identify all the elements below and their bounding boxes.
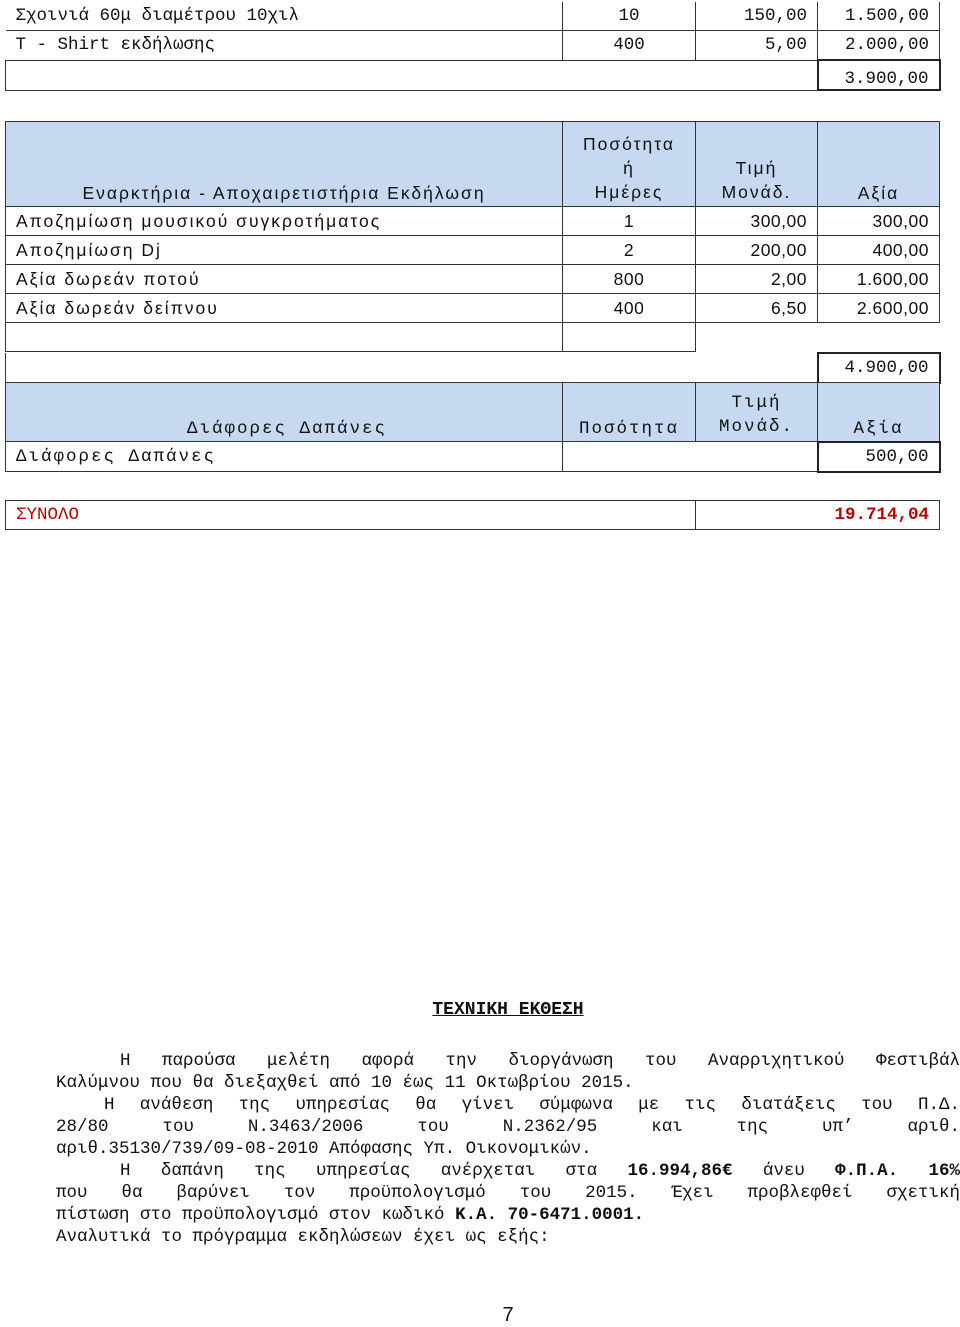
header-price-line1: Τιμή — [731, 393, 782, 413]
row-value: 2.600,00 — [818, 294, 940, 323]
header-unit-price — [696, 383, 818, 442]
spacer — [6, 353, 818, 383]
report-body — [56, 1050, 960, 1248]
header-price-line2: Μονάδ. — [718, 417, 794, 437]
table-row — [6, 2, 940, 31]
table-subtotal-event — [5, 352, 941, 384]
row-value: 1.500,00 — [818, 2, 940, 31]
header-value: Αξία — [818, 383, 940, 442]
row-value: 300,00 — [818, 207, 940, 236]
row-empty — [563, 442, 818, 472]
header-description: Εναρκτήρια - Αποχαιρετιστήρια Εκδήλωση — [6, 122, 563, 207]
row-unit-price: 5,00 — [696, 31, 818, 61]
row-value: 500,00 — [818, 442, 940, 472]
row-description: Αποζημίωση Dj — [6, 236, 563, 265]
row-quantity: 400 — [563, 31, 696, 61]
subtotal-value: 4.900,00 — [818, 353, 940, 383]
row-quantity: 400 — [563, 294, 696, 323]
report-amount: 16.994,86€ — [627, 1161, 733, 1181]
row-unit-price: 150,00 — [696, 2, 818, 31]
header-quantity-line3: Ημέρες — [594, 182, 664, 202]
report-title: ΤΕΧΝΙΚΗ ΕΚΘΕΣΗ — [432, 1000, 584, 1020]
table-misc-expenses — [5, 382, 941, 473]
row-description: Σχοινιά 60μ διαμέτρου 10χιλ — [6, 2, 563, 31]
table-grand-total — [5, 500, 940, 530]
row-value: 1.600,00 — [818, 265, 940, 294]
report-text: άνευ — [762, 1161, 805, 1181]
spacer — [818, 323, 940, 352]
table-materials — [5, 2, 941, 91]
report-budget-code: Κ.Α. 70-6471.0001. — [455, 1205, 645, 1225]
row-unit-price: 6,50 — [696, 294, 818, 323]
report-vat: Φ.Π.Α. 16% — [835, 1161, 960, 1181]
table-row — [6, 207, 940, 236]
spacer — [6, 60, 818, 90]
header-description: Διάφορες Δαπάνες — [6, 383, 563, 442]
report-paragraph-3-line-2 — [56, 1182, 960, 1204]
subtotal-value: 3.900,00 — [818, 60, 940, 90]
row-quantity: 1 — [563, 207, 696, 236]
spacer — [563, 323, 696, 352]
report-text: πίστωση στο προϋπολογισμό στον κωδικό — [56, 1205, 445, 1225]
row-description: Αξία δωρεάν ποτού — [6, 265, 563, 294]
row-description: Αξία δωρεάν δείπνου — [6, 294, 563, 323]
row-unit-price: 200,00 — [696, 236, 818, 265]
row-quantity: 2 — [563, 236, 696, 265]
table-row — [6, 442, 940, 472]
table-row — [6, 294, 940, 323]
row-description: Αποζημίωση μουσικού συγκροτήματος — [6, 207, 563, 236]
table-opening-closing-event — [5, 121, 940, 352]
report-paragraph-2-line-1 — [56, 1094, 960, 1116]
header-price-line2: Μονάδ. — [721, 182, 792, 202]
row-description: Διάφορες Δαπάνες — [6, 442, 563, 472]
page-number: 7 — [502, 1304, 514, 1326]
header-quantity-line2: ή — [623, 158, 635, 178]
report-text: που θα βαρύνει τον προϋπολογισμό του 2015. Έχει προβλεφθεί σχετική — [56, 1183, 960, 1203]
report-text: Η δαπάνη της υπηρεσίας ανέρχεται στα — [120, 1161, 598, 1181]
report-paragraph-4: Αναλυτικά το πρόγραμμα εκδηλώσεων έχει ως εξής: — [56, 1227, 550, 1247]
header-value: Αξία — [818, 122, 940, 207]
report-paragraph-1-line-2: Καλύμνου που θα διεξαχθεί από 10 έως 11 Οκτωβρίου 2015. — [56, 1073, 634, 1093]
row-quantity: 10 — [563, 2, 696, 31]
table-header — [6, 122, 940, 207]
header-quantity-line1: Ποσότητα — [582, 134, 676, 154]
row-unit-price: 2,00 — [696, 265, 818, 294]
row-value: 2.000,00 — [818, 31, 940, 61]
row-unit-price: 300,00 — [696, 207, 818, 236]
header-quantity — [563, 122, 696, 207]
row-description: T - Shirt εκδήλωσης — [6, 31, 563, 61]
report-paragraph-3-line-1 — [56, 1160, 960, 1182]
row-quantity: 800 — [563, 265, 696, 294]
report-text: Η ανάθεση της υπηρεσίας θα γίνει σύμφωνα με τις διατάξεις του Π.Δ. — [104, 1095, 960, 1115]
table-row — [6, 236, 940, 265]
total-value: 19.714,04 — [696, 501, 940, 530]
report-paragraph-1-line-1 — [56, 1050, 960, 1072]
spacer — [696, 323, 818, 352]
report-paragraph-2-line-3: αριθ.35130/739/09-08-2010 Απόφασης Υπ. Οικονομικών. — [56, 1139, 592, 1159]
report-text: 28/80 του Ν.3463/2006 του Ν.2362/95 και της υπ’ αριθ. — [56, 1117, 960, 1137]
spacer — [6, 323, 563, 352]
report-text: Η παρούσα μελέτη αφορά την διοργάνωση του Αναρριχητικού Φεστιβάλ — [120, 1051, 960, 1071]
table-row — [6, 265, 940, 294]
total-label: ΣΥΝΟΛΟ — [6, 501, 696, 530]
table-row — [6, 31, 940, 61]
header-quantity: Ποσότητα — [563, 383, 696, 442]
row-value: 400,00 — [818, 236, 940, 265]
table-header — [6, 383, 940, 442]
report-paragraph-2-line-2 — [56, 1116, 960, 1138]
header-price-line1: Τιμή — [735, 158, 778, 178]
report-paragraph-3-line-3 — [56, 1204, 960, 1226]
header-unit-price — [696, 122, 818, 207]
